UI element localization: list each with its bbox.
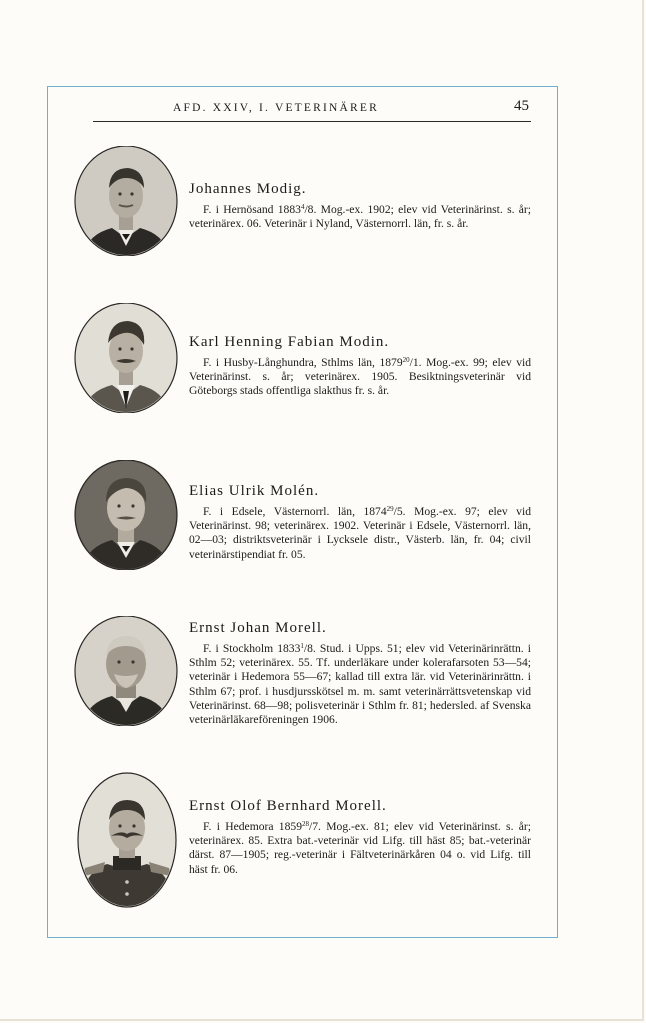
biography: F. i Husby-Långhundra, Sthlms län, 1879$^{20}$/1. Mog.-ex. 99; elev vid Veterinärinst. s. år; veterinärex. 1905. Besiktningsveterinär vid Göteborgs stads offentliga slakthus fr. s. år.: [189, 356, 532, 398]
entry-text: [189, 797, 531, 877]
biography: F. i Hernösand 1883$^4$/8. Mog.-ex. 1902; elev vid Veterinärinst. s. år; veterinärex. 06. Veterinär i Nyland, Västernorrl. län, fr. s. år.: [189, 203, 531, 231]
entry-johannes-modig: [0, 146, 646, 286]
entry-ernst-johan-morell: [0, 616, 646, 756]
portrait-photo: [74, 146, 178, 256]
person-name: Elias Ulrik Molén.: [189, 483, 320, 499]
portrait-photo: [74, 460, 178, 570]
entry-text: [189, 180, 531, 231]
person-name: Ernst Johan Morell.: [189, 620, 327, 636]
entry-elias-molen: [0, 460, 646, 600]
entry-text: [189, 482, 531, 562]
biography: F. i Stockholm 1833$^1$/8. Stud. i Upps. 51; elev vid Veterinärinrättn. i Sthlm 52; veterinärex. 55. Tf. underläkare under kolerafarsoten 53—54; veterinär i Hedemora 55—67; kallad till extra lär. vid Veterinärinrättn. i Sthlm 67; prof. i husdjursskötsel m. m. samt veterinärrättsvetenskap vid Veterinärinst. 68—98; polisveterinär i Sthlm fr. 81; hedersled. af Svenska veterinärläkareföreningen 1906.: [189, 642, 531, 727]
person-name: Ernst Olof Bernhard Morell.: [189, 798, 387, 814]
entry-karl-modin: [0, 303, 646, 443]
biography: F. i Edsele, Västernorrl. län, 1874$^{29}$/5. Mog.-ex. 97; elev vid Veterinärinst. 98; veterinärex. 1902. Veterinär i Edsele, Västernorrl. län, 02—03; distriktsveterinär i Lycksele distr., Västerb. län, fr. 04; civil veterinärstipendiat fr. 05.: [189, 505, 531, 561]
portrait-photo: [74, 303, 178, 413]
entry-text: [189, 333, 531, 399]
portrait-photo: [77, 772, 181, 882]
person-name: Johannes Modig.: [189, 181, 307, 197]
page-number: 45: [514, 98, 529, 114]
person-name: Karl Henning Fabian Modin.: [189, 334, 390, 350]
biography: F. i Hedemora 1859$^{28}$/7. Mog.-ex. 81; elev vid Veterinärinst. s. år; veterinärex. 85. Extra bat.-veterinär vid Lifg. till häst 85; bat.-veterinär därst. 87—1905; reg.-veterinär i Fältveterinärkåren 04 o. vid Lifg. till häst fr. 06.: [189, 820, 531, 876]
entry-text: [189, 619, 531, 727]
running-header: [93, 98, 531, 122]
entry-ernst-olof-morell: [0, 772, 646, 912]
running-title: AFD. XXIV, I. VETERINÄRER: [173, 102, 379, 114]
portrait-photo: [74, 616, 178, 726]
